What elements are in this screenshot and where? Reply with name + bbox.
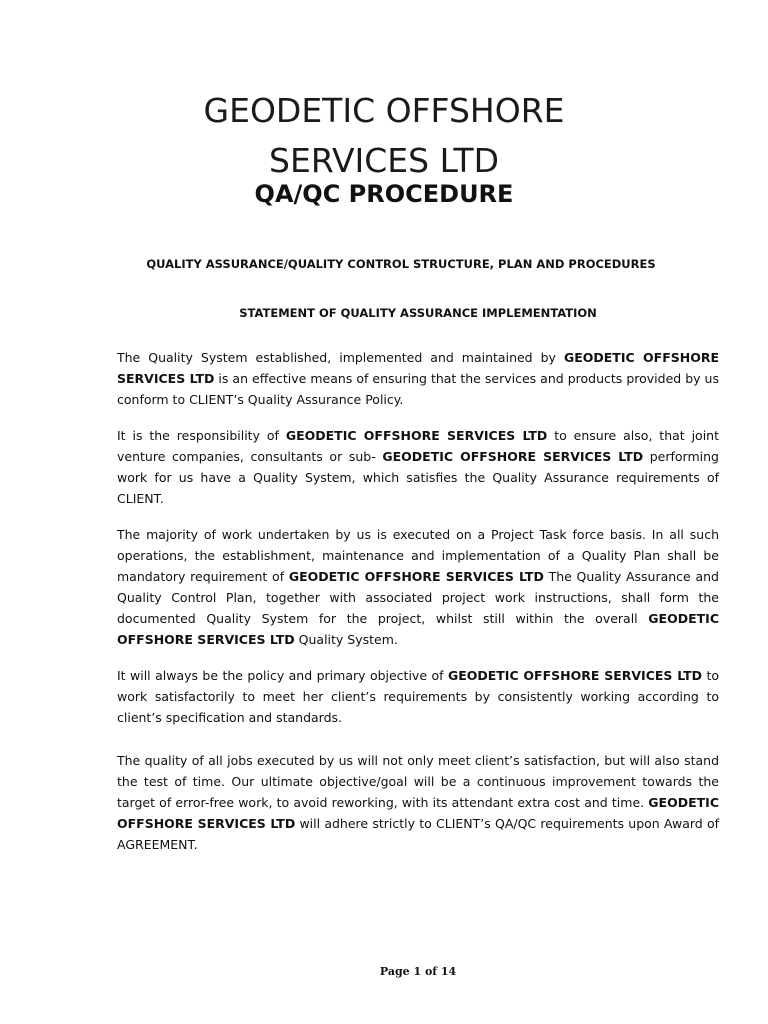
text-segment: The Quality System established, implemented and maintained by [117,350,564,365]
company-name: GEODETIC OFFSHORE SERVICES LTD [117,350,719,386]
section-heading-statement: STATEMENT OF QUALITY ASSURANCE IMPLEMENTATION [239,306,597,320]
title-line-2: SERVICES LTD [269,141,499,180]
paragraph-responsibility [117,425,719,509]
company-name: GEODETIC OFFSHORE SERVICES LTD [447,668,703,683]
procedure-subtitle: QA/QC PROCEDURE [254,180,514,208]
paragraph-quality-system [117,347,719,410]
text-segment: is an effective means of ensuring that the services and products provided by us conform to CLIENT’s Quality Assurance Policy. [117,371,719,407]
text-segment: to work satisfactorily to meet her client’s requirements by consistently working according to client’s specification and standards. [117,668,719,725]
text-segment: The majority of work undertaken by us is executed on a Project Task force basis. In all such operations, the establishment, maintenance and implementation of a Quality Plan shall be mandatory requirement of [117,527,719,584]
text-segment: It is the responsibility of [117,428,286,443]
text-segment: Quality System. [294,632,398,647]
paragraph-quality-goal [117,750,719,855]
text-segment: It will always be the policy and primary objective of [117,668,448,683]
company-name: GEODETIC OFFSHORE SERVICES LTD [117,795,719,831]
title-line-1: GEODETIC OFFSHORE [203,91,565,130]
company-name: GEODETIC OFFSHORE SERVICES LTD [285,428,548,443]
section-heading-structure: QUALITY ASSURANCE/QUALITY CONTROL STRUCTURE, PLAN AND PROCEDURES [146,257,656,271]
paragraph-policy [117,665,719,728]
text-segment: performing work for us have a Quality System, which satisfies the Quality Assurance requirements of CLIENT. [117,449,719,506]
text-segment: The Quality Assurance and Quality Control Plan, together with associated project work instructions, shall form the documented Quality System for the project, whilst still within the overall [117,569,719,626]
text-segment: The quality of all jobs executed by us will not only meet client’s satisfaction, but will also stand the test of time. Our ultimate objective/goal will be a continuous improvement towards the target of error-free work, to avoid reworking, with its attendant extra cost and time. [117,753,719,810]
company-name: GEODETIC OFFSHORE SERVICES LTD [288,569,544,584]
company-name: GEODETIC OFFSHORE SERVICES LTD [117,611,719,647]
paragraph-project-task-force [117,524,719,650]
page-number: Page 1 of 14 [379,965,457,978]
text-segment: will adhere strictly to CLIENT’s QA/QC requirements upon Award of AGREEMENT. [117,816,719,852]
company-name: GEODETIC OFFSHORE SERVICES LTD [382,449,644,464]
text-segment: to ensure also, that joint venture companies, consultants or sub- [117,428,720,464]
